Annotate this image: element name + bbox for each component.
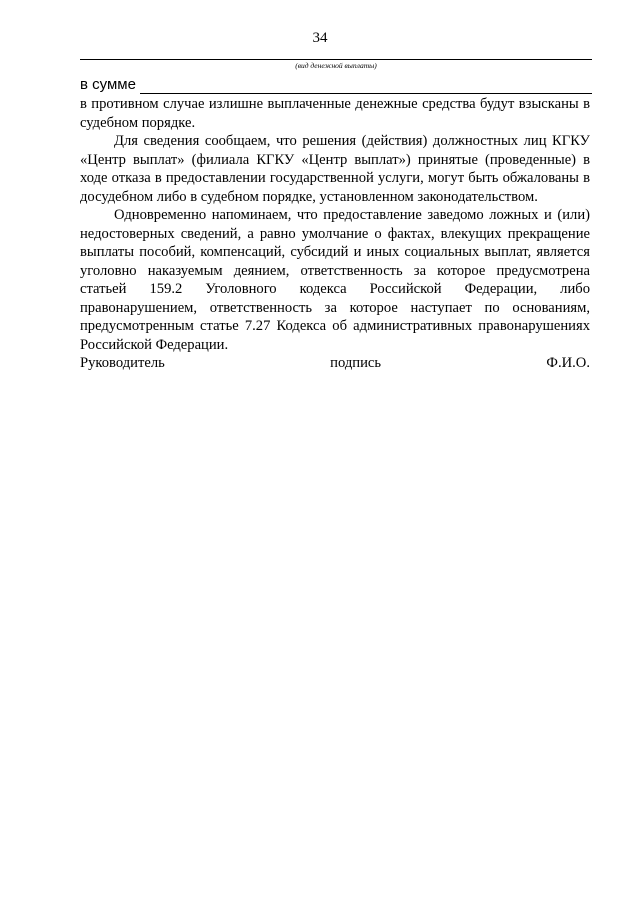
- signature-sign: подпись: [330, 355, 382, 371]
- page-number: 34: [312, 30, 328, 46]
- sum-label: в сумме: [80, 76, 136, 93]
- sum-row: [80, 76, 592, 94]
- letter-body: [80, 95, 590, 354]
- paragraph-appeal: Для сведения сообщаем, что решения (действия) должностных лиц КГКУ «Центр выплат» (филиала КГКУ «Центр выплат») принятые (проведенные) в ходе отказа в предоставлении государственной услуги, могут быть обжалованы в досудебном либо в судебном порядке, установленном законодательством.: [80, 133, 590, 205]
- paragraph-recovery: в противном случае излишне выплаченные денежные средства будут взысканы в судебном порядке.: [80, 96, 590, 131]
- paragraph-warning: Одновременно напоминаем, что предоставление заведомо ложных и (или) недостоверных сведений, а равно умолчание о фактах, влекущих прекращение выплаты пособий, компенсаций, субсидий и иных социальных выплат, является уголовно наказуемым деянием, ответственность за которое предусмотрена статьей 159.2 Уголовного кодекса Российской Федерации, либо правонарушением, ответственность за которое наступает по основаниям, предусмотренным статье 7.27 Кодекса об административных правонарушениях Российской Федерации.: [80, 207, 590, 353]
- signature-block: [80, 355, 590, 372]
- payment-type-caption: (вид денежной выплаты): [295, 61, 377, 70]
- sum-blank-line: [140, 93, 592, 94]
- signature-role: Руководитель: [80, 355, 165, 371]
- top-divider: [80, 59, 592, 60]
- signature-name: Ф.И.О.: [546, 355, 590, 371]
